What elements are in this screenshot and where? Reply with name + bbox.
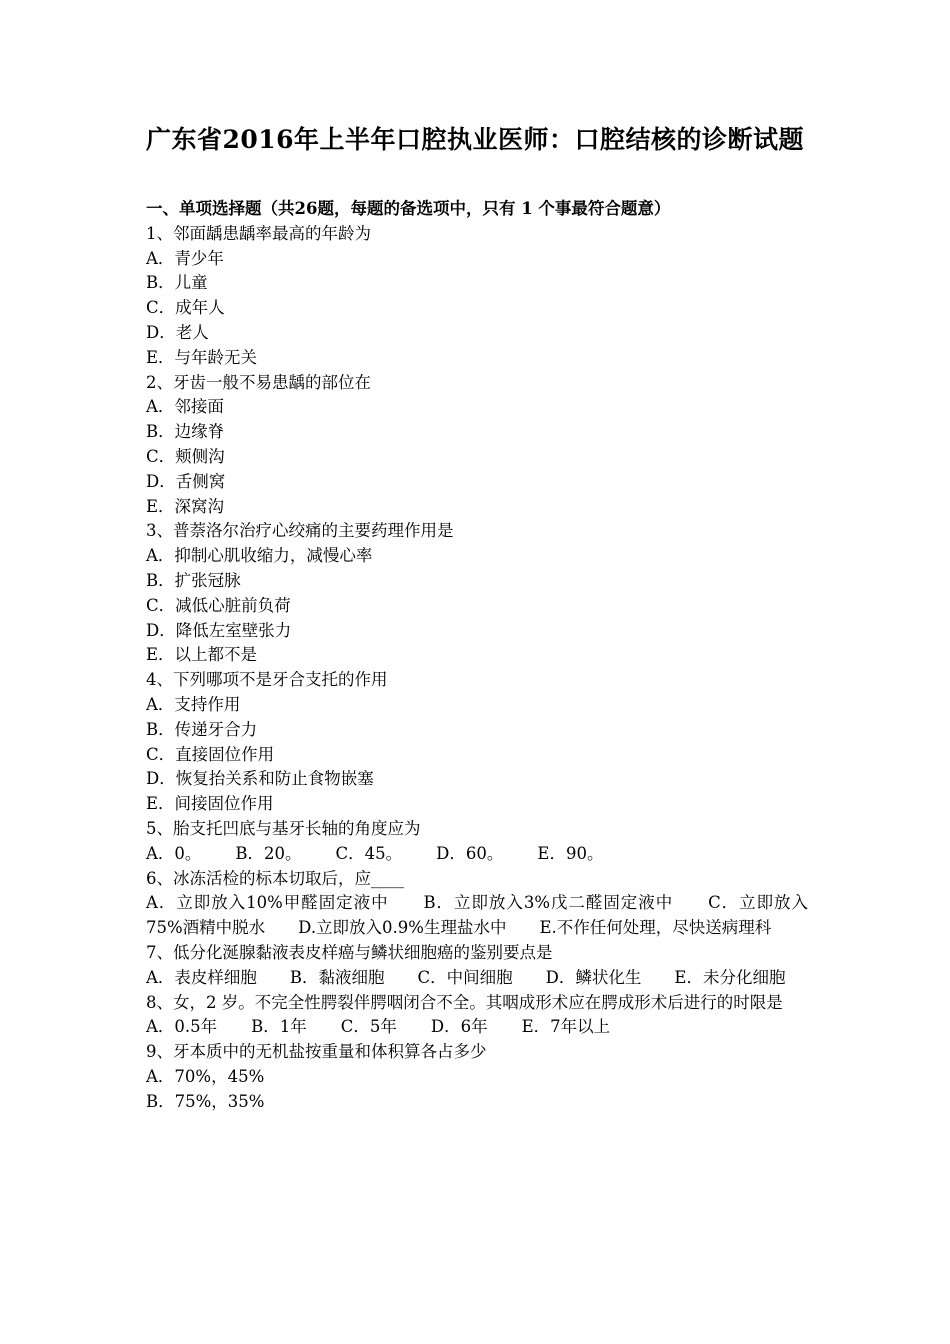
question-4-option-e: E．间接固位作用 bbox=[146, 794, 274, 814]
question-1-option-b: B．儿童 bbox=[146, 273, 208, 293]
question-5-option-a: A．0。 bbox=[146, 843, 202, 863]
section-heading: 一、单项选择题（共26题，每题的备选项中，只有 1 个事最符合题意） bbox=[146, 199, 671, 218]
question-9-option-a: A．70%，45% bbox=[146, 1066, 265, 1086]
question-4-stem: 4、下列哪项不是牙合支托的作用 bbox=[146, 670, 388, 690]
question-8-stem: 8、女，2 岁。不完全性腭裂伴腭咽闭合不全。其咽成形术应在腭成形术后进行的时限是 bbox=[146, 992, 783, 1012]
question-9-option-b: B．75%，35% bbox=[146, 1091, 265, 1111]
question-6-stem: 6、冰冻活检的标本切取后，应____ bbox=[146, 868, 404, 888]
question-3-option-a: A．抑制心肌收缩力，减慢心率 bbox=[146, 546, 373, 566]
question-8-option-b: B．1年 bbox=[251, 1017, 307, 1037]
question-4-option-d: D．恢复抬关系和防止食物嵌塞 bbox=[146, 769, 374, 789]
question-2-option-d: D．舌侧窝 bbox=[146, 471, 226, 491]
question-6-options: A．立即放入10%甲醛固定液中 B．立即放入3%戊二醛固定液中 C．立即放入75%酒精中脱水 D.立即放入0.9%生理盐水中 E.不作任何处理，尽快送病理科 bbox=[146, 893, 808, 938]
question-8-option-c: C．5年 bbox=[340, 1017, 397, 1037]
question-4-option-a: A．支持作用 bbox=[146, 694, 241, 714]
question-5-option-e: E．90。 bbox=[537, 843, 604, 863]
question-3-option-d: D．降低左室壁张力 bbox=[146, 620, 292, 640]
question-2-option-a: A．邻接面 bbox=[146, 397, 224, 417]
question-1-option-e: E．与年龄无关 bbox=[146, 347, 258, 367]
question-2-option-e: E．深窝沟 bbox=[146, 496, 225, 516]
question-2-option-b: B．边缘脊 bbox=[146, 422, 225, 442]
question-7-options: A．表皮样细胞 B．黏液细胞 C．中间细胞 D．鳞状化生 E．未分化细胞 bbox=[146, 967, 786, 987]
question-1-option-d: D．老人 bbox=[146, 322, 209, 342]
question-1-option-c: C．成年人 bbox=[146, 298, 225, 318]
question-8-options bbox=[146, 1015, 808, 1040]
question-5-option-b: B．20。 bbox=[235, 843, 302, 863]
document-body bbox=[146, 197, 808, 1114]
question-8-option-a: A．0.5年 bbox=[146, 1017, 218, 1037]
question-4-option-b: B．传递牙合力 bbox=[146, 719, 258, 739]
question-9-stem: 9、牙本质中的无机盐按重量和体积算各占多少 bbox=[146, 1042, 487, 1062]
question-3-option-c: C．减低心脏前负荷 bbox=[146, 595, 291, 615]
question-1-option-a: A．青少年 bbox=[146, 248, 224, 268]
question-2-stem: 2、牙齿一般不易患龋的部位在 bbox=[146, 372, 371, 392]
question-2-option-c: C．颊侧沟 bbox=[146, 446, 225, 466]
question-5-options bbox=[146, 842, 808, 867]
question-5-option-c: C．45。 bbox=[335, 843, 403, 863]
question-3-option-b: B．扩张冠脉 bbox=[146, 570, 241, 590]
question-5-stem: 5、胎支托凹底与基牙长轴的角度应为 bbox=[146, 818, 421, 838]
question-1-stem: 1、邻面龋患龋率最高的年龄为 bbox=[146, 223, 371, 243]
question-4-option-c: C．直接固位作用 bbox=[146, 744, 275, 764]
document-title: 广东省2016年上半年口腔执业医师：口腔结核的诊断试题 bbox=[145, 125, 805, 154]
question-7-stem: 7、低分化涎腺黏液表皮样癌与鳞状细胞癌的鉴别要点是 bbox=[146, 942, 553, 962]
question-5-option-d: D．60。 bbox=[436, 843, 504, 863]
question-3-option-e: E．以上都不是 bbox=[146, 645, 258, 665]
question-8-option-e: E．7年以上 bbox=[521, 1017, 611, 1037]
question-3-stem: 3、普萘洛尔治疗心绞痛的主要药理作用是 bbox=[146, 521, 454, 541]
question-8-option-d: D．6年 bbox=[430, 1017, 488, 1037]
